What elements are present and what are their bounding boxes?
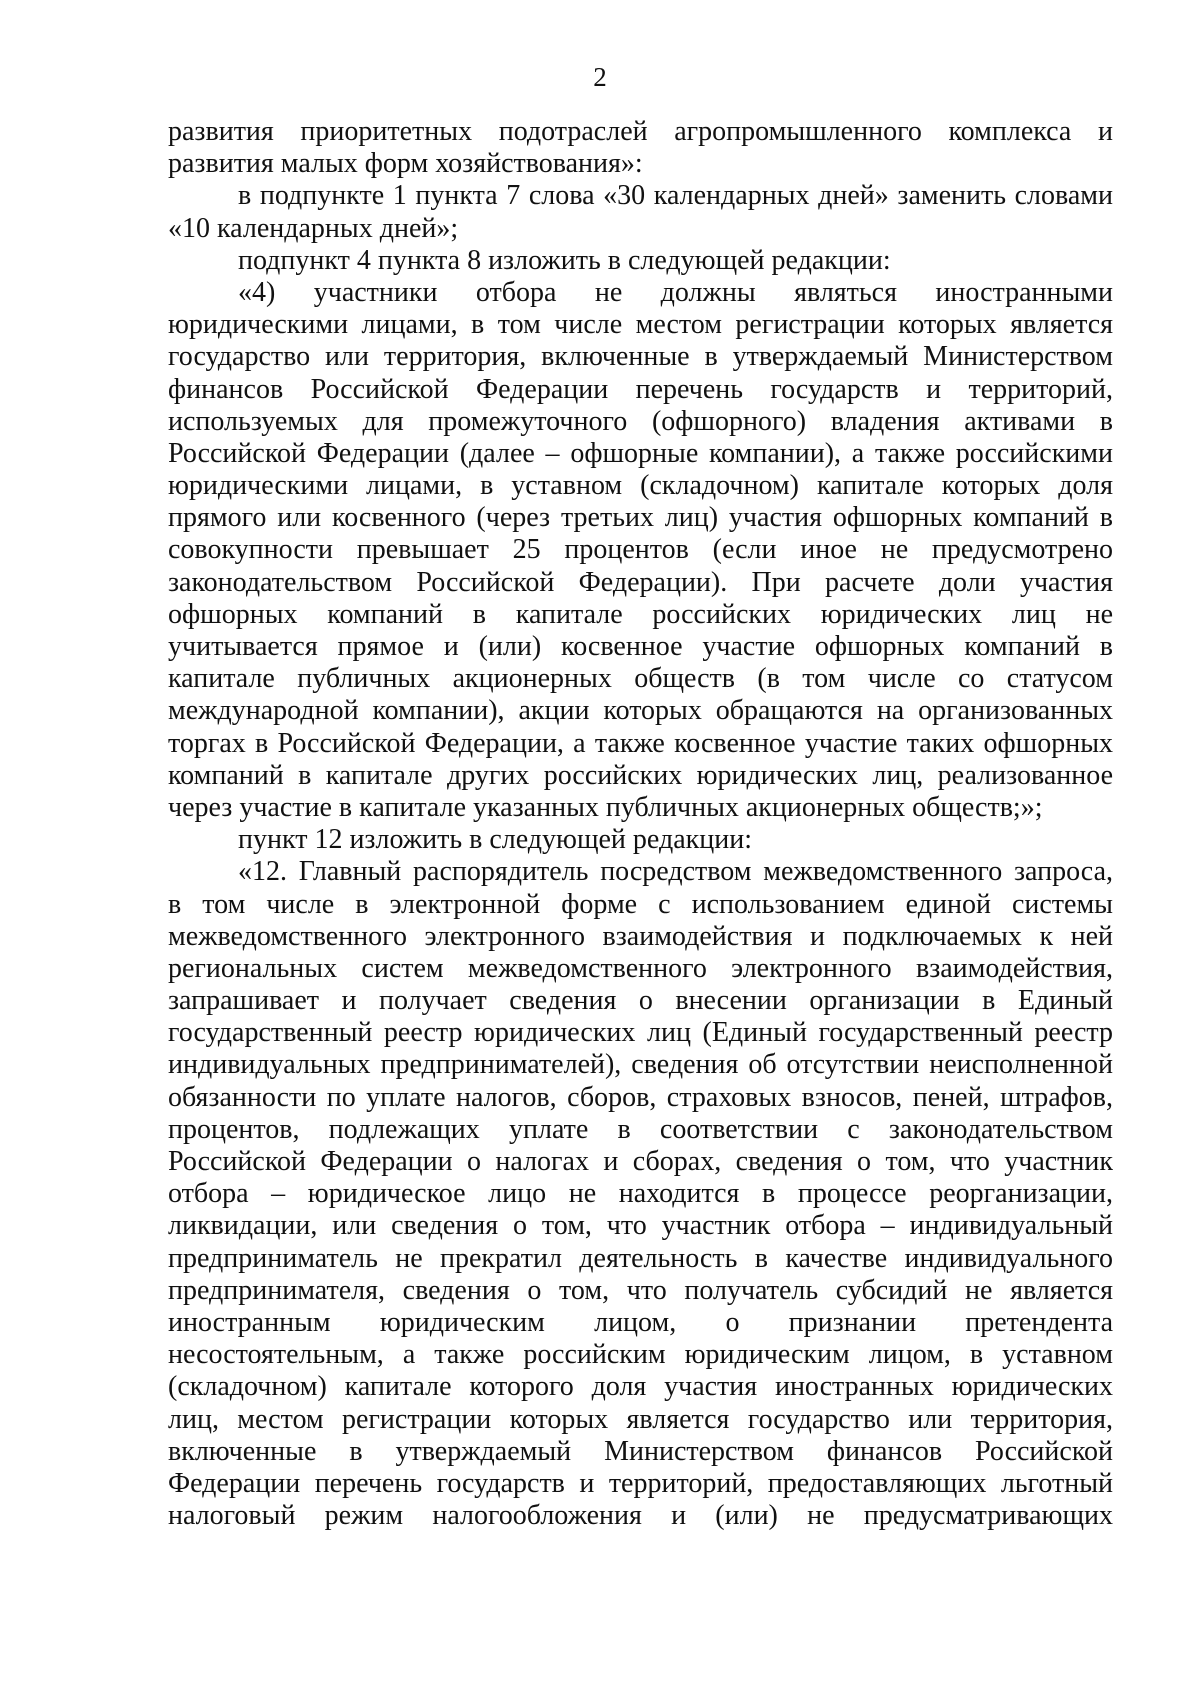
- text-line: Российской Федерации о налогах и сборах, сведения о том, что участник: [168, 1146, 1113, 1177]
- text-line: капитале публичных акционерных обществ (в том числе со статусом: [168, 663, 1113, 695]
- text-line: предприниматель не прекратил деятельность в качестве индивидуального: [168, 1242, 1113, 1274]
- text-line: Федерации перечень государств и территорий, предоставляющих льготный: [168, 1467, 1113, 1499]
- text-line: отбора – юридическое лицо не находится в процессе реорганизации,: [168, 1178, 1113, 1210]
- text-line: торгах в Российской Федерации, а также косвенное участие таких офшорных: [168, 727, 1113, 759]
- text-line: государство или территория, включенные в утверждаемый Министерством: [168, 341, 1113, 373]
- text-line: офшорных компаний в капитале российских юридических лиц не: [168, 598, 1113, 630]
- text-line: (складочном) капитале которого доля участия иностранных юридических: [168, 1371, 1113, 1403]
- text-line: государственный реестр юридических лиц (Единый государственный реестр: [168, 1017, 1113, 1049]
- text-line: используемых для промежуточного (офшорного) владения активами в: [168, 405, 1113, 437]
- text-line: «12. Главный распорядитель посредством межведомственного запроса,: [238, 856, 1113, 888]
- text-line: юридическими лицами, в том числе местом регистрации которых является: [168, 309, 1113, 341]
- text-line: учитывается прямое и (или) косвенное участие офшорных компаний в: [168, 631, 1113, 662]
- text-line: ликвидации, или сведения о том, что участник отбора – индивидуальный: [168, 1210, 1113, 1242]
- text-line: Российской Федерации (далее – офшорные компании), а также российскими: [168, 437, 1113, 469]
- text-line: совокупности превышает 25 процентов (если иное не предусмотрено: [168, 534, 1113, 566]
- text-line: в подпункте 1 пункта 7 слова «30 календарных дней» заменить словами: [238, 180, 1113, 212]
- text-line: иностранным юридическим лицом, о признании претендента: [168, 1306, 1113, 1338]
- text-line: через участие в капитале указанных публичных акционерных обществ;»;: [168, 791, 1043, 823]
- text-line: лиц, местом регистрации которых является государство или территория,: [168, 1403, 1113, 1435]
- text-line: обязанности по уплате налогов, сборов, страховых взносов, пеней, штрафов,: [168, 1081, 1113, 1113]
- text-line: развития приоритетных подотраслей агропромышленного комплекса и: [168, 116, 1113, 147]
- text-line: развития малых форм хозяйствования»:: [168, 148, 643, 180]
- text-line: налоговый режим налогообложения и (или) не предусматривающих: [168, 1500, 1113, 1532]
- text-line: запрашивает и получает сведения о внесении организации в Единый: [168, 985, 1113, 1017]
- text-line: в том числе в электронной форме с использованием единой системы: [168, 888, 1113, 920]
- text-line: законодательством Российской Федерации). При расчете доли участия: [168, 566, 1113, 598]
- text-line: межведомственного электронного взаимодействия и подключаемых к ней: [168, 920, 1113, 952]
- text-line: компаний в капитале других российских юридических лиц, реализованное: [168, 759, 1113, 791]
- text-line: международной компании), акции которых обращаются на организованных: [168, 695, 1113, 727]
- document-body: [168, 116, 1113, 1532]
- text-line: несостоятельным, а также российским юридическим лицом, в уставном: [168, 1339, 1113, 1371]
- text-line: индивидуальных предпринимателей), сведения об отсутствии неисполненной: [168, 1049, 1113, 1081]
- text-line: процентов, подлежащих уплате в соответствии с законодательством: [168, 1113, 1113, 1145]
- text-line: пункт 12 изложить в следующей редакции:: [238, 824, 752, 856]
- text-line: юридическими лицами, в уставном (складочном) капитале которых доля: [168, 470, 1113, 502]
- text-line: «10 календарных дней»;: [168, 212, 459, 244]
- text-line: прямого или косвенного (через третьих лиц) участия офшорных компаний в: [168, 502, 1113, 534]
- text-line: предпринимателя, сведения о том, что получатель субсидий не является: [168, 1274, 1113, 1306]
- text-line: «4) участники отбора не должны являться иностранными: [238, 276, 1113, 308]
- text-line: включенные в утверждаемый Министерством финансов Российской: [168, 1435, 1113, 1467]
- text-line: подпункт 4 пункта 8 изложить в следующей редакции:: [238, 244, 891, 276]
- text-line: финансов Российской Федерации перечень государств и территорий,: [168, 373, 1113, 405]
- page-number: 2: [593, 62, 607, 92]
- text-line: региональных систем межведомственного электронного взаимодействия,: [168, 952, 1113, 984]
